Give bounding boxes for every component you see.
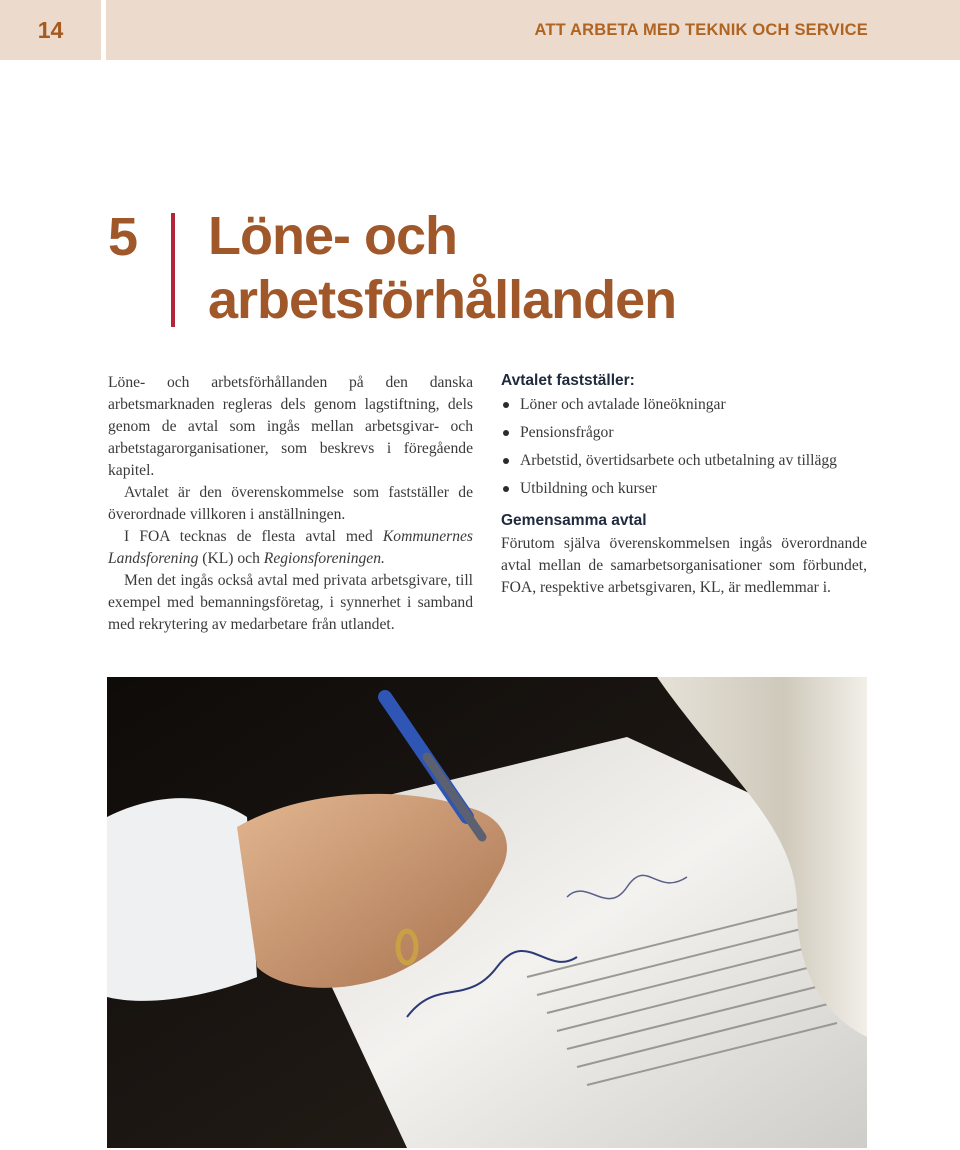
heading-avtalet: Avtalet fastställer: — [501, 372, 635, 389]
section-title: ATT ARBETA MED TEKNIK OCH SERVICE — [534, 20, 868, 39]
signing-illustration — [107, 677, 867, 1148]
list-item-text: Pensionsfrågor — [520, 424, 614, 441]
chapter-title-line1: Löne- och — [208, 206, 457, 266]
list-item — [501, 450, 867, 471]
bullet-icon — [503, 458, 509, 464]
p3-italic-kl: Kommunernes Landsforening — [108, 528, 473, 567]
p3-mid: (KL) och — [198, 550, 264, 567]
heading-gemensamma: Gemensamma avtal — [501, 512, 647, 529]
list-item-text: Arbetstid, övertidsarbete och utbetalning av tillägg — [520, 452, 837, 469]
left-column — [108, 372, 473, 636]
paragraph-avtal: Avtalet är den överenskommelse som fastställer de överordnade villkoren i anställningen. — [108, 484, 473, 523]
bullet-list — [501, 394, 867, 499]
right-column — [501, 370, 867, 599]
list-item — [501, 422, 867, 443]
page-number: 14 — [0, 0, 101, 60]
bullet-icon — [503, 402, 509, 408]
list-item-text: Löner och avtalade löneökningar — [520, 396, 726, 413]
chapter-number: 5 — [108, 207, 139, 267]
p3-start: I FOA tecknas de flesta avtal med — [124, 528, 383, 545]
chapter-title — [208, 204, 848, 332]
paragraph-gemensamma: Förutom själva överenskommelsen ingås överordnande avtal mellan de samarbetsorganisationer som förbundet, FOA, respektive arbetsgivaren, KL, är medlemmar i. — [501, 535, 867, 596]
list-item-text: Utbildning och kurser — [520, 480, 657, 497]
list-item — [501, 478, 867, 499]
paragraph-intro: Löne- och arbetsförhållanden på den danska arbetsmarknaden regleras dels genom lagstiftning, dels genom de avtal som ingås mellan arbetsgivar- och arbetstagarorganisationer, som beskrevs i föregående kapitel. — [108, 374, 473, 479]
bullet-icon — [503, 486, 509, 492]
chapter-divider — [171, 213, 175, 327]
list-item — [501, 394, 867, 415]
p3-italic-regions: Regionsforeningen. — [263, 550, 385, 567]
chapter-title-line2: arbetsförhållanden — [208, 270, 677, 330]
paragraph-private: Men det ingås också avtal med privata arbetsgivare, till exempel med bemanningsföretag, i synnerhet i samband med rekrytering av medarbetare från utlandet. — [108, 572, 473, 633]
paragraph-foa — [108, 526, 473, 570]
signing-photo — [107, 677, 867, 1148]
bullet-icon — [503, 430, 509, 436]
running-header — [106, 0, 960, 60]
